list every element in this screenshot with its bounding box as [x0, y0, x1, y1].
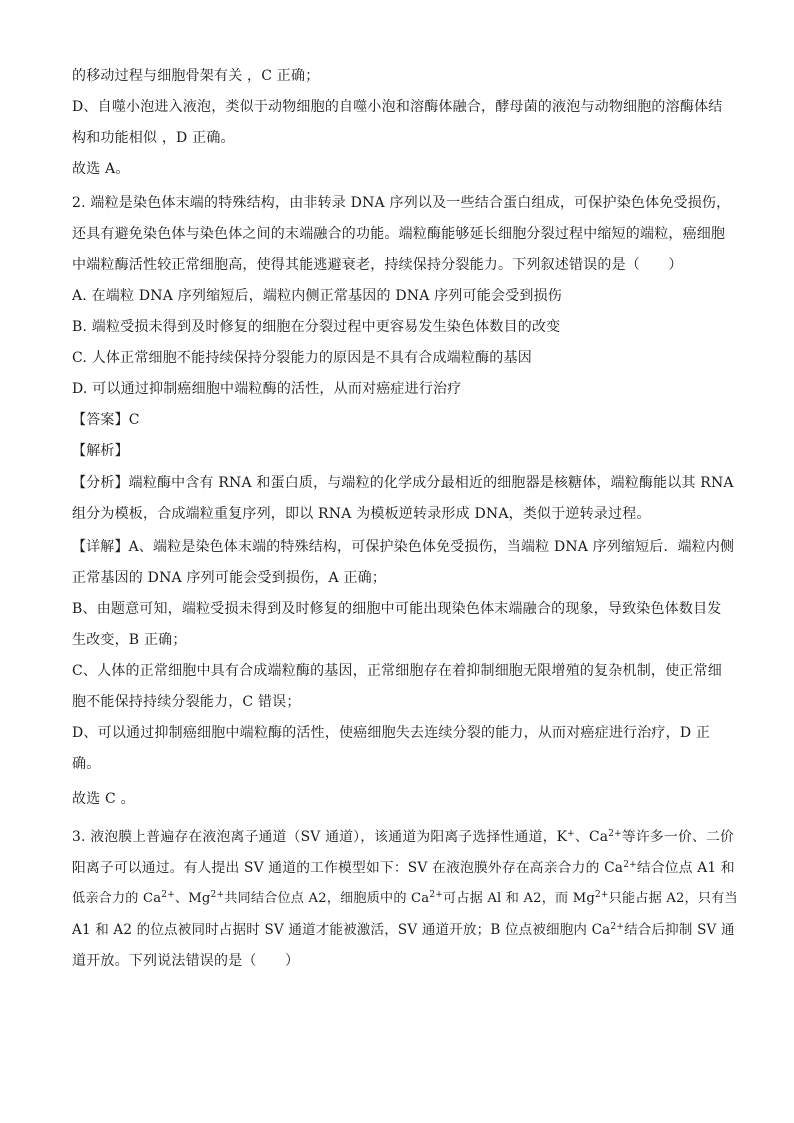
- question-3-stem: A1 和 A2 的位点被同时占据时 SV 通道才能被激活，SV 通道开放；B 位点被细胞内 $Ca^{2+}$结合后抑制 SV 通: [72, 922, 735, 938]
- question-2-stem: 2. 端粒是染色体末端的特殊结构，由非转录 DNA 序列以及一些结合蛋白组成，可保护染色体免受损伤，: [72, 195, 731, 211]
- analysis-heading: 【解析】: [72, 443, 129, 459]
- option-d: D. 可以通过抑制癌细胞中端粒酶的活性，从而对癌症进行治疗: [72, 381, 462, 397]
- question-3-stem: 低亲合力的 $Ca^{2+}$、$Mg^{2+}$共同结合位点 A2，细胞质中的 $Ca^{2+}$可占据 Al 和 A2，而 $Mg^{2+}$只能占据 A2，只有当: [72, 890, 738, 906]
- text-line: 构和功能相似 ，D 正确。: [72, 130, 235, 146]
- question-3-stem: 道开放。下列说法错误的是（ ）: [72, 953, 300, 969]
- explanation-text: 生改变，B 正确；: [72, 632, 187, 648]
- option-b: B. 端粒受损未得到及时修复的细胞在分裂过程中更容易发生染色体数目的改变: [72, 319, 561, 335]
- text-line: 故选 A。: [72, 161, 130, 177]
- conclusion-text: 故选 C 。: [72, 791, 135, 807]
- option-a: A. 在端粒 DNA 序列缩短后，端粒内侧正常基因的 DNA 序列可能会受到损伤: [72, 288, 562, 304]
- question-2-stem: 中端粒酶活性较正常细胞高，使得其能逃避衰老，持续保持分裂能力。下列叙述错误的是（ ）: [72, 257, 683, 273]
- question-3-stem: 3. 液泡膜上普遍存在液泡离子通道（SV 通道），该通道为阳离子选择性通道，K+、$Ca^{2+}$等许多一价、二价: [72, 829, 735, 845]
- question-3-stem: 阳离子可以通过。有人提出 SV 通道的工作模型如下：SV 在液泡膜外存在高亲合力的 $Ca^{2+}$结合位点 A1 和: [72, 860, 735, 876]
- question-2-stem: 还具有避免染色体与染色体之间的末端融合的功能。端粒酶能够延长细胞分裂过程中缩短的端粒，癌细胞: [72, 226, 726, 242]
- text-line: D、自噬小泡进入液泡，类似于动物细胞的自噬小泡和溶酶体融合，酵母菌的液泡与动物细胞的溶酶体结: [72, 99, 723, 115]
- analysis-text: 组分为模板，合成端粒重复序列，即以 RNA 为模板逆转录形成 DNA，类似于逆转录过程。: [72, 506, 651, 522]
- explanation-text: 胞不能保持持续分裂能力，C 错误；: [72, 694, 301, 710]
- explanation-text: 确。: [72, 756, 101, 772]
- explanation-text: D、可以通过抑制癌细胞中端粒酶的活性，使癌细胞失去连续分裂的能力，从而对癌症进行治疗，D 正: [72, 725, 711, 741]
- explanation-text: B、由题意可知，端粒受损未得到及时修复的细胞中可能出现染色体末端融合的现象，导致染色体数目发: [72, 601, 722, 617]
- explanation-text: C、人体的正常细胞中具有合成端粒酶的基因，正常细胞存在着抑制细胞无限增殖的复杂机制，使正常细: [72, 663, 722, 679]
- analysis-text: 【分析】端粒酶中含有 RNA 和蛋白质，与端粒的化学成分最相近的细胞器是核糖体，端粒酶能以其 RNA: [72, 475, 734, 491]
- text-line: 的移动过程与细胞骨架有关 ，C 正确；: [72, 68, 320, 84]
- answer-label: 【答案】C: [72, 412, 140, 428]
- option-c: C. 人体正常细胞不能持续保持分裂能力的原因是不具有合成端粒酶的基因: [72, 350, 532, 366]
- explanation-text: 【详解】A、端粒是染色体末端的特殊结构，可保护染色体免受损伤，当端粒 DNA 序列缩短后．端粒内侧: [72, 539, 735, 555]
- explanation-text: 正常基因的 DNA 序列可能会受到损伤，A 正确；: [72, 570, 387, 586]
